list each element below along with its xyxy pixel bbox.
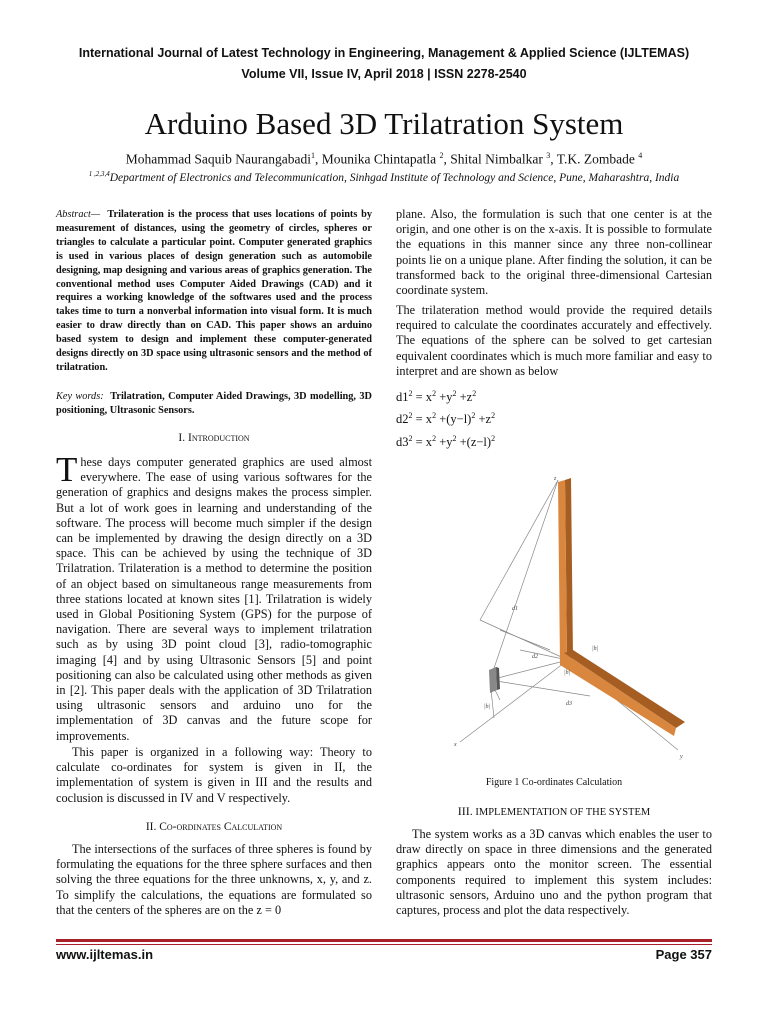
eq-exp: 2 [408, 411, 413, 420]
author-list: Mohammad Saquib Naurangabadi$^1$, Mounika Chintapatla $^2$, Shital Nimbalkar $^3$, T.K. Zombade $^4$ [125, 151, 643, 167]
author-sup: 2 [439, 151, 444, 160]
abstract-label: Abstract— [56, 209, 101, 220]
section-heading-implementation [396, 804, 712, 819]
equation-3 [396, 431, 495, 450]
journal-name: International Journal of Latest Technology in Engineering, Management & Applied Science (IJLTEMAS) [78, 46, 690, 60]
affiliation [40, 166, 728, 186]
author-sup: 1 [310, 151, 315, 160]
label-d2: d2 [532, 654, 538, 660]
paper-title: Arduino Based 3D Trilatration System [144, 106, 624, 141]
eq-term: d1 [396, 390, 409, 405]
implementation-paragraph-1: The system works as a 3D canvas which enables the user to draw directly on space in three dimensions and the generated graphics appears onto the monitor screen. The essential components required to implement this system includes: ultrasonic sensors, Arduino uno and the python program that captures, process and plot the data respectively. [396, 827, 712, 918]
author-sup: 3 [546, 151, 551, 160]
x-axis-line [460, 660, 568, 742]
journal-volume: Volume VII, Issue IV, April 2018 | ISSN 2278-2540 [241, 67, 527, 81]
keywords [56, 390, 372, 418]
d3-line [490, 680, 590, 696]
eq-exp: 2 [432, 434, 437, 443]
ray-line [480, 620, 568, 660]
intro-paragraph-1 [56, 450, 372, 744]
label-d1: d1 [512, 606, 518, 612]
ray-line [480, 480, 558, 620]
d1-line [490, 480, 558, 680]
eq-exp: 2 [432, 411, 437, 420]
label-d3: d3 [566, 701, 572, 707]
eq-term: = x [412, 390, 433, 405]
section-heading-intro [56, 432, 372, 444]
section-heading-coords [56, 821, 372, 833]
eq-exp: 2 [408, 434, 413, 443]
section-number: I. [178, 432, 186, 444]
eq-term: +z [475, 412, 492, 427]
footer-rule [56, 939, 712, 942]
eq-term: +(y−l) [436, 412, 472, 427]
keywords-label: Key words: [56, 391, 104, 402]
coords-paragraph-2: The trilateration method would provide the required details required to calculate the coordinates accurately and effectively. The equations of the sphere can be solved to get cartesian equivalent coordinates which is much more familiar and easy to interpret and are shown as below [396, 303, 712, 378]
eq-term: +y [436, 435, 453, 450]
eq-exp: 2 [452, 389, 457, 398]
equation-1 [396, 386, 476, 405]
abstract [56, 208, 372, 375]
section-title: IMPLEMENTATION OF THE SYSTEM [475, 807, 651, 818]
drop-cap: T [56, 450, 78, 489]
eq-term: +(z−l) [456, 435, 492, 450]
ray-line [490, 660, 568, 680]
ray-line [500, 630, 550, 650]
eq-term: d3 [396, 435, 409, 450]
eq-exp: 2 [452, 434, 457, 443]
eq-exp: 2 [491, 434, 496, 443]
axis-label-y: y [680, 754, 683, 760]
y-beam-top [564, 650, 685, 728]
footer-page-number: Page 357 [655, 947, 712, 962]
author-sup: 4 [638, 151, 643, 160]
label-h2: |h| [484, 704, 491, 710]
section-number: II. [145, 821, 157, 833]
author-name: Mohammad Saquib Naurangabadi [125, 151, 311, 167]
affiliation-sup: 1 ,2,3,4 [88, 170, 110, 178]
abstract-text: Trilateration is the process that uses locations of points by measurement of distances, using the geometry of circles, spheres or triangles to calculate a particular point. Computer generated graphics is used in various places of design generation such as automobile designing, map designing and various areas of graphics generation. The conventional method uses Computer Aided Drawings (CAD) and it requires a working knowledge of the softwares used and the process takes time to turn a nonverbal information into visual form. It is much easier to draw directly than on CAD. This paper shows an arduino based system to design and implement these computer-generated designs directly on 3D space using ultrasonic sensors and the method of trilatration. [56, 209, 372, 373]
eq-exp: 2 [432, 389, 437, 398]
footer-website: www.ijltemas.in [56, 947, 154, 962]
author-name: T.K. Zombade [556, 151, 635, 167]
section-title: Introduction [187, 432, 250, 444]
intro-paragraph-2: This paper is organized in a following way: Theory to calculate co-ordinates for system is given in II, the implementation of system is given in III and the results and coclusion is discussed in IV and V respectively. [56, 745, 372, 805]
equation-2 [396, 408, 495, 427]
eq-exp: 2 [491, 411, 496, 420]
keywords-text: Trilatration, Computer Aided Drawings, 3D modelling, 3D positioning, Ultrasonic Sensors. [56, 391, 372, 416]
section-number: III. [457, 804, 473, 818]
intro-text: hese days computer generated graphics are used almost everywhere. The ease of using various softwares for the generation of graphics and designs makes the process simpler. But a lot of work goes in learning and understanding of the software. The process will become much simpler if the design can be implemented by drawing the design directly on a 3D space. This can be achieved by using the technique of 3D Trilatration. Trilateration is a method to determine the position of an object based on simultaneous range measurements from three stations located at known sites [1]. Trilatration is widely used in Global Positioning System (GPS) for the purpose of navigation. There are several ways to implement trilatration such as by using 3D point cloud [3], radio-tomographic imaging [4] and by using Ultrasonic Sensors [5] and point positioning can also be calculated using other methods as given in [2]. This paper deals with the application of 3D Trilatration using ultrasonic sensors and arduino uno for the implementation of 3D canvas and the future scope for improvements. [56, 455, 372, 743]
eq-term: d2 [396, 412, 409, 427]
coords-paragraph-1: The intersections of the surfaces of three spheres is found by formulating the equations for the three sphere surfaces and then solving the three equations for the three unknowns, x, y, and z. To simplify the calculations, the equations are formulated so that the centers of the spheres are on the z = 0 [56, 842, 372, 917]
eq-term: +z [456, 390, 473, 405]
coords-paragraph-1-cont: plane. Also, the formulation is such that one center is at the origin, and one other is on the x-axis. It is possible to formulate the equations in this manner since any three non-collinear points lie on a unique plane. After finding the solution, it can be transformed back to the original three-dimensional Cartesian coordinate system. [396, 207, 712, 298]
eq-exp: 2 [408, 389, 413, 398]
eq-exp: 2 [471, 411, 476, 420]
author-name: Shital Nimbalkar [450, 151, 543, 167]
affiliation-text: Department of Electronics and Telecommunication, Sinhgad Institute of Technology and Science, Pune, Maharashtra, India [109, 171, 680, 184]
figure-1-diagram [440, 460, 700, 770]
y-beam [560, 653, 676, 736]
eq-exp: 2 [472, 389, 477, 398]
eq-term: +y [436, 390, 453, 405]
author-name: Mounika Chintapatla [321, 151, 437, 167]
sensor-block [489, 667, 497, 693]
label-h1: |h| [564, 670, 571, 676]
section-title: Co-ordinates Calculation [159, 821, 283, 833]
eq-term: = x [412, 435, 433, 450]
axis-label-x: x [454, 742, 457, 748]
label-h3: |h| [592, 646, 599, 652]
footer-rule-thin [56, 944, 712, 945]
figure-caption: Figure 1 Co-ordinates Calculation [485, 777, 623, 788]
eq-term: = x [412, 412, 433, 427]
axis-label-z: z [554, 476, 557, 482]
